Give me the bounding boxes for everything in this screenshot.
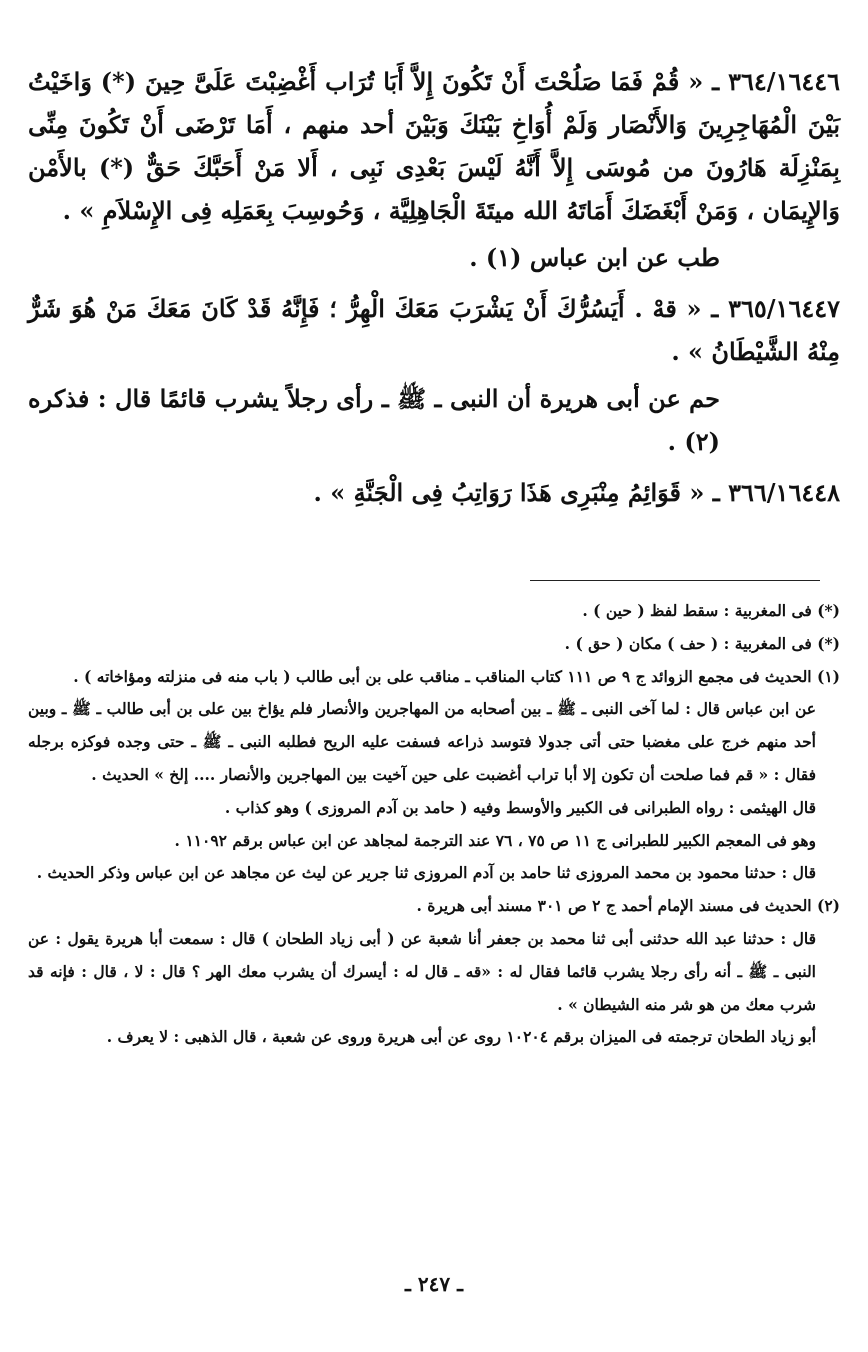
page-number: ـ ٢٤٧ ـ [405,1272,463,1296]
footnote-1-isnad: قال : حدثنا محمود بن محمد المروزى ثنا حامد بن آدم المروزى ثنا جرير عن ليث عن مجاهد عن ابن عباس وذكر الحديث . [36,863,816,883]
footnote-2: (٢) الحديث فى مسند الإمام أحمد ج ٢ ص ٣٠١ مسند أبى هريرة . [416,896,840,916]
footnote-2-isnad: قال : حدثنا عبد الله حدثنى أبى ثنا محمد بن جعفر أنا شعبة عن ( أبى زياد الطحان ) قال : سمعت أبا هريرة يقول : عن النبى ـ ﷺ ـ أنه رأى رجلا يشرب قائما فقال له : «قه ـ قال له : أيسرك أن يشرب معك الهر ؟ قال : لا ، قال : فإنه قد شرب معك من هو شر منه الشيطان » . [28,928,816,1014]
hadith-366: ٣٦٦/١٦٤٤٨ ـ « قَوَائِمُ مِنْبَرِى هَذَا رَوَاتِبُ فِى الْجَنَّةِ » . [313,478,840,507]
footnote-2-narrator: أبو زياد الطحان ترجمته فى الميزان برقم ١٠٢٠٤ روى عن أبى هريرة وروى عن شعبة ، قال الذهبى : لا يعرف . [106,1027,816,1047]
footnote-divider [530,580,820,581]
footnote-1-haythami: قال الهيثمى : رواه الطبرانى فى الكبير والأوسط وفيه ( حامد بن آدم المروزى ) وهو كذاب . [224,797,816,817]
footnote-star-2: (*) فى المغربية : ( حف ) مكان ( حق ) . [564,633,840,653]
footnote-1-tabarani: وهو فى المعجم الكبير للطبرانى ج ١١ ص ٧٥ ، ٧٦ عند الترجمة لمجاهد عن ابن عباس برقم ١١٠٩٢ . [174,830,816,850]
hadith-364: ٣٦٤/١٦٤٤٦ ـ « قُمْ فَمَا صَلُحْتَ أَنْ تَكُونَ إِلاَّ أَبَا تُرَاب أَغْضِبْتَ عَلَىَّ حِينَ (*) وَاخَيْتُ بَيْنَ الْمُهَاجِرِينَ وَالأَنْصَار وَلَمْ أُوَاخِ بَيْنَكَ وَبَيْنَ أحد منهم ، أَمَا تَرْضَى أَنْ تَكُونَ مِنِّى بِمَنْزِلَة هَارُونَ من مُوسَى إِلاَّ أَنَّهُ لَيْسَ بَعْدِى نَبِى ، أَلا مَنْ أَحَبَّكَ حَقٌّ (*) بالأَمْن وَالإِيمَان ، وَمَنْ أَبْغَضَكَ أَمَاتَهُ الله ميتَةَ الْجَاهِلِيَّة ، وَحُوسِبَ بِعَمَلِه فِى الإِسْلاَمِ » . [28,67,841,225]
footnote-star-1: (*) فى المغربية : سقط لفظ ( حين ) . [582,601,840,620]
footnote-1-text: عن ابن عباس قال : لما آخى النبى ـ ﷺ ـ بين أصحابه من المهاجرين والأنصار فلم يؤاخ بين على بن أبى طالب ـ ﷺ ـ وبين أحد منهم خرج على مغضبا حتى أتى جدولا فتوسد ذراعه فسفت عليه الريح فطلبه النبى ـ ﷺ ـ حتى وجده فوكزه برجله فقال : « قم فما صلحت أن تكون إلا أبا تراب أغضبت على حين آخيت بين المهاجرين والأنصار .... إلخ » الحديث . [28,699,816,784]
footnotes [28,595,840,1054]
hadith-365: ٣٦٥/١٦٤٤٧ ـ « قهْ . أَيَسُرُّكَ أَنْ يَشْرَبَ مَعَكَ الْهِرُّ ؛ فَإِنَّهُ قَدْ كَانَ مَعَكَ مَنْ هُوَ شَرٌّ مِنْهُ الشَّيْطَانُ » . [28,294,840,366]
footnote-1: (١) الحديث فى مجمع الزوائد ج ٩ ص ١١١ كتاب المناقب ـ مناقب على بن أبى طالب ( باب منه فى منزلته ومؤاخاته ) . [73,666,840,686]
main-text [28,60,840,518]
source-364: طب عن ابن عباس (١) . [469,243,720,272]
source-365: حم عن أبى هريرة أن النبى ـ ﷺ ـ رأى رجلاً يشرب قائمًا قال : فذكره (٢) . [28,384,720,456]
